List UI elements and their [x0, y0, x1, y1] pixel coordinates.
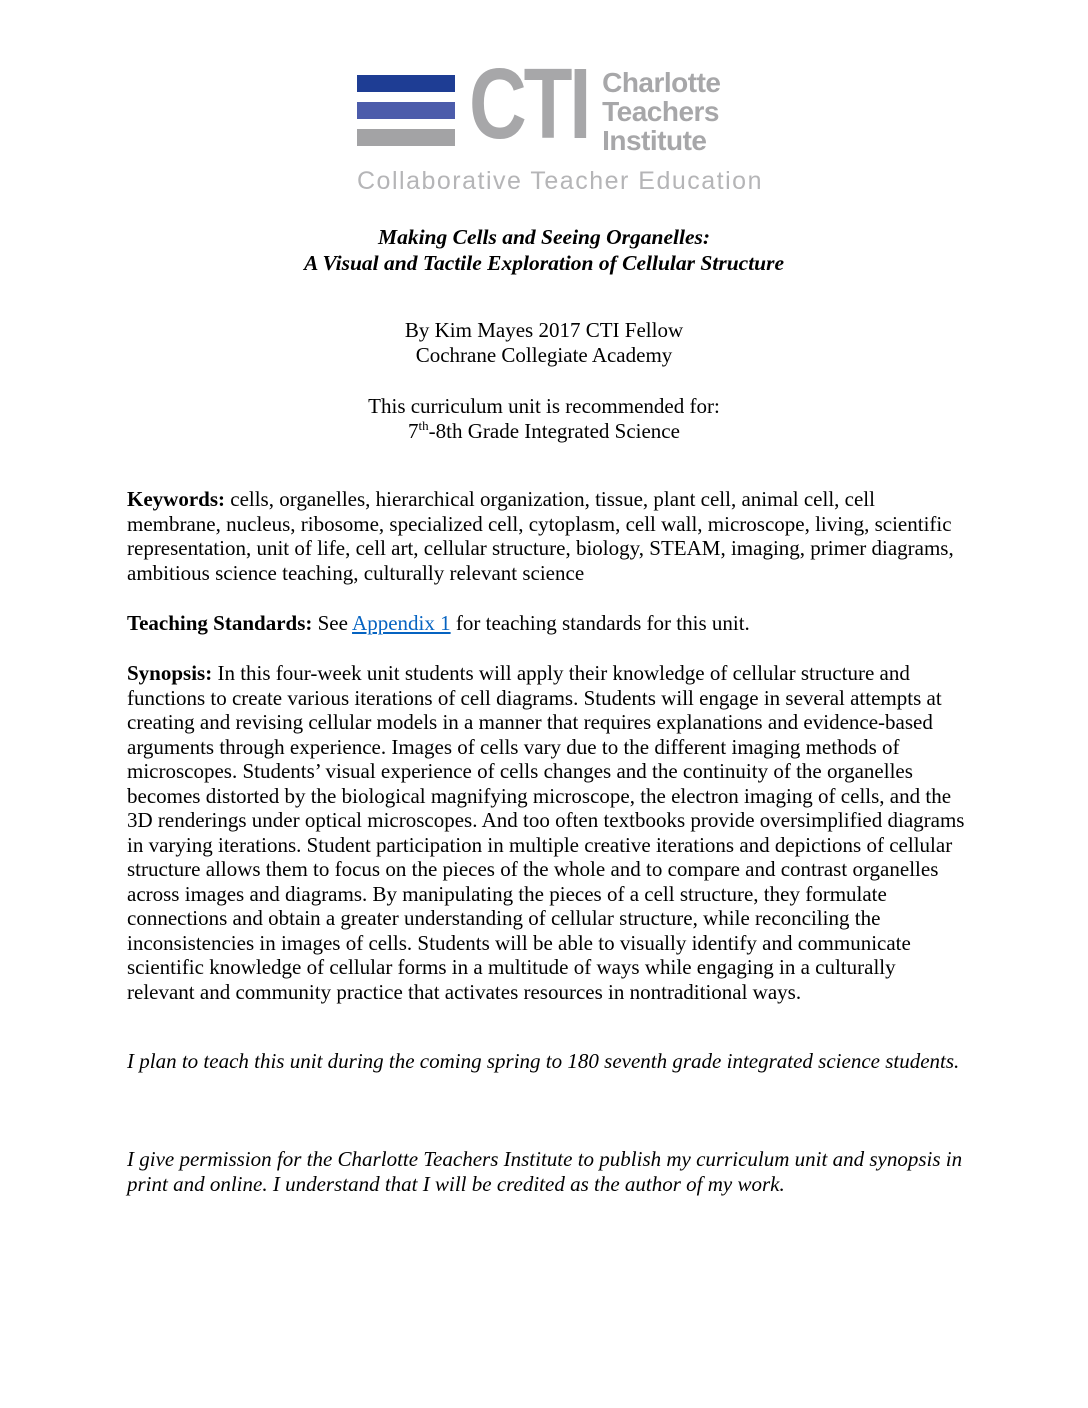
synopsis-label: Synopsis: — [127, 661, 213, 685]
recommendation-grade — [0, 419, 1088, 444]
logo-name-line-3: Institute — [602, 125, 707, 156]
teaching-standards-label: Teaching Standards: — [127, 611, 313, 635]
recommendation — [0, 394, 1088, 444]
grade-number: 7 — [408, 419, 419, 443]
logo-bars-icon — [357, 75, 455, 146]
appendix-1-link[interactable]: Appendix 1 — [352, 611, 451, 635]
logo-bar-medium-blue — [357, 102, 455, 119]
teaching-standards-pre: See — [312, 611, 353, 635]
school-line: Cochrane Collegiate Academy — [415, 343, 673, 367]
logo-institute-name — [602, 68, 720, 155]
cti-logo — [357, 48, 763, 196]
unit-title-line-2: A Visual and Tactile Exploration of Cellular Structure — [303, 251, 785, 275]
synopsis-text: In this four-week unit students will apply their knowledge of cellular structure and functions to create various iterations of cell diagrams. Students will engage in several attempts at creating and revising cellular models in a manner that requires explanations and evidence-based arguments through experience. Images of cells vary due to the different imaging methods of microscopes. Students’ visual experience of cells changes and the continuity of the organelles becomes distorted by the biological magnifying microscope, the electron imaging of cells, and the 3D renderings under optical microscopes. And too often textbooks provide oversimplified diagrams in varying iterations. Student participation in multiple creative iterations and depictions of cellular structure allows them to focus on the pieces of the whole and to compare and contrast organelles across images and diagrams. By manipulating the pieces of a cell structure, they formulate connections and obtain a greater understanding of cellular structure, while reconciling the inconsistencies in images of cells. Students will be able to visually identify and communicate scientific knowledge of cellular forms in a multitude of ways while engaging in a culturally relevant and community practice that activates resources in nontraditional ways. — [127, 661, 965, 1004]
logo-bar-gray — [357, 129, 455, 146]
keywords-text: cells, organelles, hierarchical organization, tissue, plant cell, animal cell, cell membrane, nucleus, ribosome, specialized cell, cytoplasm, cell wall, microscope, living, scientific representation, unit of life, cell art, cellular structure, biology, STEAM, imaging, primer diagrams, ambitious science teaching, culturally relevant science — [127, 487, 954, 585]
byline — [0, 318, 1088, 368]
logo-tagline: Collaborative Teacher Education — [357, 167, 763, 195]
recommendation-intro: This curriculum unit is recommended for: — [368, 394, 720, 418]
teaching-plan-note: I plan to teach this unit during the coming spring to 180 seventh grade integrated science students. — [127, 1049, 960, 1073]
logo-name-line-2: Teachers — [602, 96, 719, 127]
teaching-standards-post: for teaching standards for this unit. — [450, 611, 750, 635]
cti-logo-row — [357, 48, 763, 160]
author-line: By Kim Mayes 2017 CTI Fellow — [404, 318, 684, 342]
permission-note: I give permission for the Charlotte Teachers Institute to publish my curriculum unit and synopsis in print and online. I understand that I will be credited as the author of my work. — [127, 1147, 963, 1196]
unit-title — [0, 224, 1088, 276]
logo-acronym: CTI — [469, 48, 589, 160]
keywords-paragraph — [127, 487, 967, 585]
teaching-standards-paragraph — [127, 611, 967, 636]
keywords-label: Keywords: — [127, 487, 225, 511]
grade-suffix: -8th Grade Integrated Science — [428, 419, 680, 443]
logo-name-line-1: Charlotte — [602, 67, 721, 98]
synopsis-paragraph — [127, 661, 967, 1004]
grade-ordinal-superscript: th — [418, 418, 429, 433]
logo-bar-dark-blue — [357, 75, 455, 92]
unit-title-line-1: Making Cells and Seeing Organelles: — [377, 225, 711, 249]
